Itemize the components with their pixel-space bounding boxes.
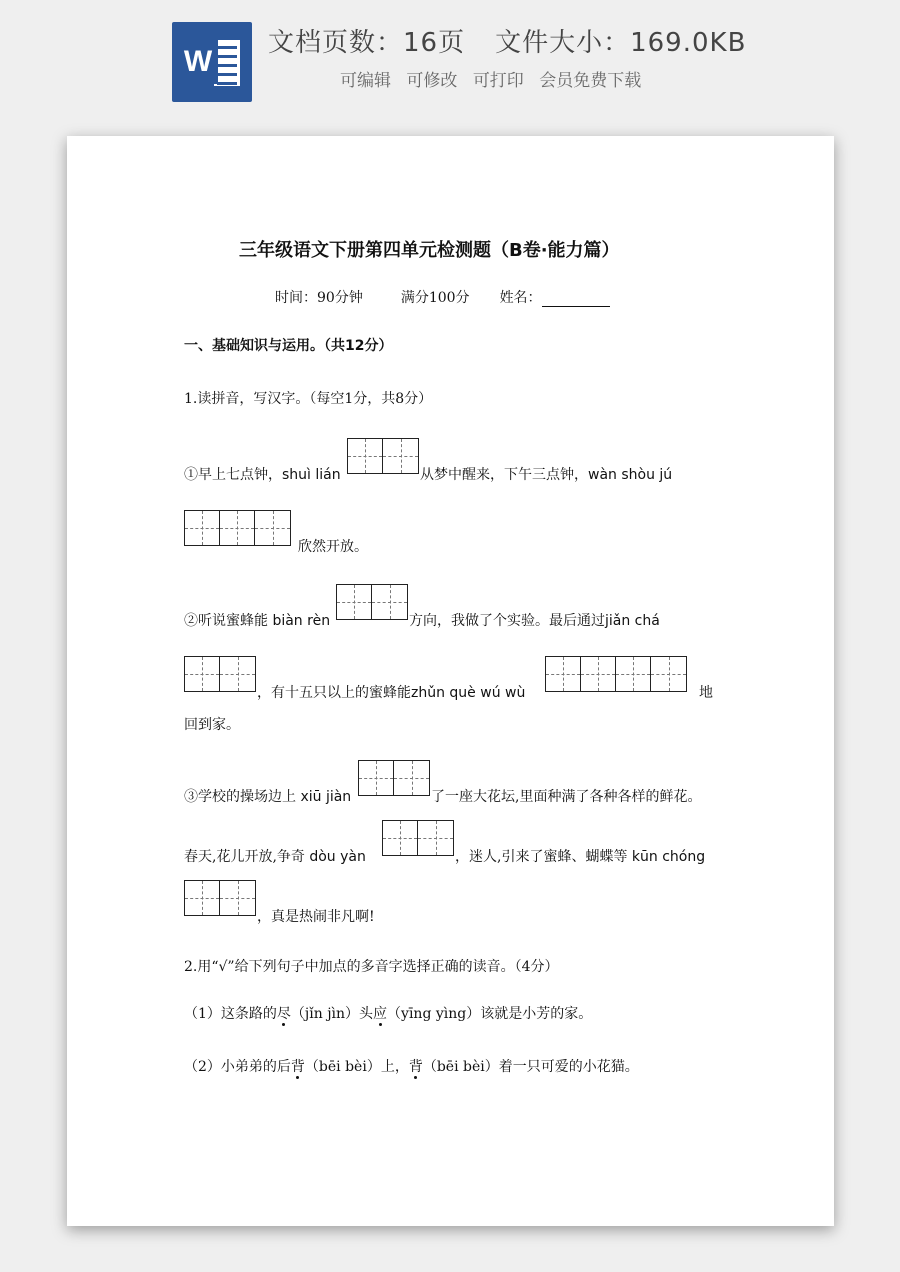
name-blank[interactable] [542,292,610,307]
pinyin-options[interactable]: （yīng yìng）该就是小芳的家。 [387,1006,593,1022]
text-seg: ，有十五只以上的蜜蜂能 [257,685,411,701]
pinyin-kun-chong: kūn chóng [631,849,706,865]
sentence-2-part-a [184,610,330,630]
pinyin-options[interactable]: （bēi bèi）上， [304,1059,409,1075]
question-1-heading: 1.读拼音，写汉字。（每空1分，共8分） [184,391,433,407]
sentence-2-part-e: 回到家。 [184,717,240,733]
document-page [67,136,834,1226]
pinyin-options[interactable]: （bēi bèi）着一只可爱的小花猫。 [422,1059,639,1075]
word-doc-icon: W [172,22,252,102]
time-label: 时间：90分钟 [275,290,363,306]
text-seg: （2）小弟弟的后 [184,1059,291,1075]
answer-grid-shui-lian[interactable] [347,438,419,474]
sentence-2-part-b [409,610,660,630]
feature-editable: 可编辑 [340,71,391,91]
sentence-3-part-e: ，真是热闹非凡啊! [257,909,375,925]
question-2-heading: 2.用“√”给下列句子中加点的多音字选择正确的读音。（4分） [184,959,559,975]
file-size-label: 文件大小：169.0KB [495,28,747,58]
dotted-char: 尽 [276,1006,291,1022]
text-seg: 春天,花儿开放,争奇 [184,849,310,865]
text-seg: ①早上七点钟， [184,467,282,483]
pinyin-xiu-jian: xiū jiàn [300,789,352,805]
answer-grid-zhun-que-wu-wu[interactable] [545,656,687,692]
sentence-1-part-a [184,464,341,484]
dotted-char: 应 [373,1006,388,1022]
answer-grid-dou-yan[interactable] [382,820,454,856]
feature-modifiable: 可修改 [406,71,458,91]
pinyin-options[interactable]: （jǐn jìn）头 [290,1006,374,1022]
sentence-2-part-d: 地 [699,685,713,701]
text-seg: ③学校的操场边上 [184,789,301,805]
text-seg: ，迷人,引来了蜜蜂、蝴蝶等 [455,849,632,865]
text-seg: 方向，我做了个实验。最后通过 [409,613,605,629]
answer-grid-jian-cha[interactable] [184,656,256,692]
answer-grid-bian-ren[interactable] [336,584,408,620]
sentence-3-part-d [455,846,705,866]
question-2-item-1 [184,1003,592,1023]
file-info-title [268,22,746,59]
feature-list [340,66,641,91]
doc-meta [275,287,610,307]
answer-grid-wan-shou-ju[interactable] [184,510,291,546]
pinyin-bian-ren: biàn rèn [272,613,331,629]
sentence-3-part-a [184,786,351,806]
sentence-2-part-c [257,682,525,702]
feature-printable: 可打印 [472,71,524,91]
pinyin-jian-cha: jiǎn chá [605,613,660,629]
page-count-label: 文档页数：16页 [268,28,466,58]
score-label: 满分100分 [400,290,470,306]
pinyin-zhun-que-wu-wu: zhǔn què wú wù [411,685,526,701]
sentence-3-part-b: 了一座大花坛,里面种满了各种各样的鲜花。 [431,789,702,805]
feature-member-download: 会员免费下载 [539,71,642,91]
doc-title: 三年级语文下册第四单元检测题（B卷·能力篇） [239,240,620,261]
sentence-3-part-c [184,846,366,866]
pinyin-wan-shou-ju: wàn shòu jú [588,467,673,483]
section-heading: 一、基础知识与运用。（共12分） [184,338,393,354]
pinyin-dou-yan: dòu yàn [309,849,366,865]
sentence-1-part-b [420,464,672,484]
text-seg: （1）这条路的 [184,1006,277,1022]
name-label: 姓名： [499,290,542,306]
sentence-1-part-c: 欣然开放。 [298,539,368,555]
dotted-char: 背 [290,1059,305,1075]
dotted-char: 背 [408,1059,423,1075]
download-info-header [0,0,900,118]
answer-grid-xiu-jian[interactable] [358,760,430,796]
answer-grid-kun-chong[interactable] [184,880,256,916]
text-seg: ②听说蜜蜂能 [184,613,273,629]
pinyin-shui-lian: shuì lián [282,467,341,483]
text-seg: 从梦中醒来，下午三点钟， [420,467,588,483]
question-2-item-2 [184,1056,639,1076]
